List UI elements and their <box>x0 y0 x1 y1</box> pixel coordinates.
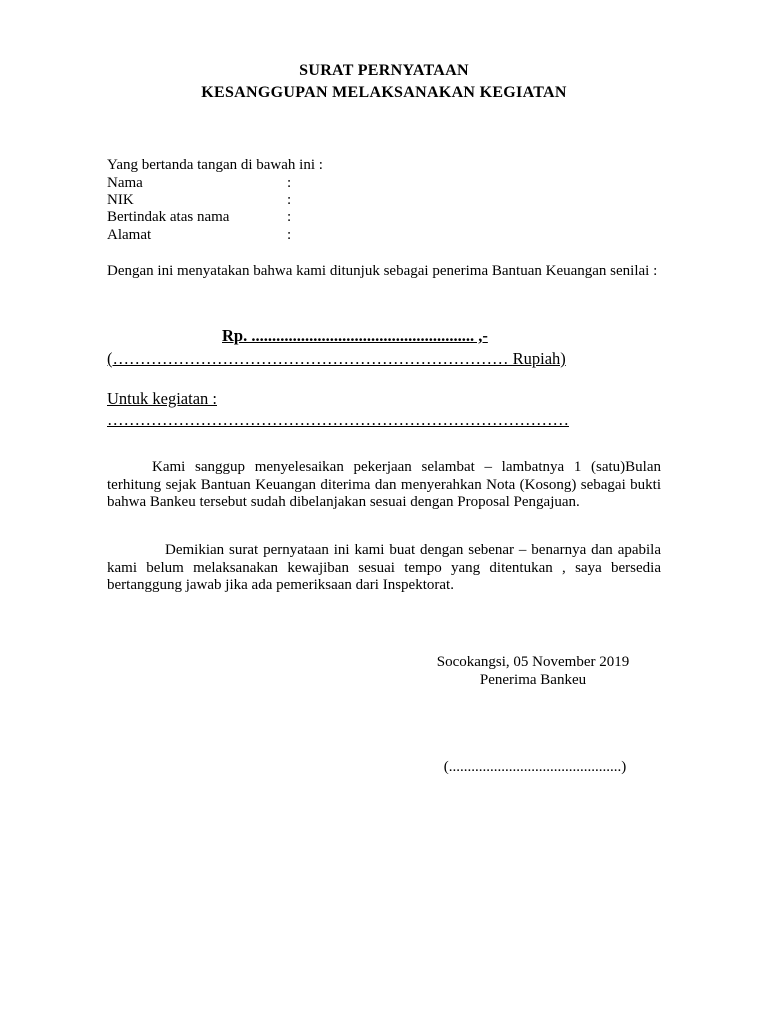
activity-label: Untuk kegiatan : <box>107 389 217 408</box>
field-colon-alamat: : <box>287 227 292 243</box>
field-colon-nama: : <box>287 175 292 191</box>
paragraph-commitment: Kami sanggup menyelesaikan pekerjaan selambat – lambatnya 1 (satu)Bulan terhitung sejak Bantuan Keuangan diterima dan menyerahkan Nota (Kosong) sebagai bukti bahwa Bankeu tersebut sudah dibelanjakan sesuai dengan Proposal Pengajuan. <box>107 459 661 510</box>
place-date: Socokangsi, 05 November 2019 <box>436 654 630 670</box>
field-label-nik: NIK <box>107 192 134 208</box>
amount-rupiah: Rp. ...................................................... ,- <box>222 326 488 345</box>
title-line-1: SURAT PERNYATAAN <box>299 62 469 79</box>
field-colon-nik: : <box>287 192 292 208</box>
field-label-alamat: Alamat <box>107 227 152 243</box>
statement-paragraph: Dengan ini menyatakan bahwa kami ditunjuk sebagai penerima Bantuan Keuangan senilai : <box>107 263 658 279</box>
amount-in-words: (……………………………………………………………… Rupiah) <box>107 349 566 368</box>
field-label-nama: Nama <box>107 175 143 191</box>
field-colon-bertindak: : <box>287 209 292 225</box>
intro-text: Yang bertanda tangan di bawah ini : <box>107 157 323 173</box>
activity-dots: ………………………………………………………………………… <box>107 410 569 429</box>
title-line-2: KESANGGUPAN MELAKSANAKAN KEGIATAN <box>201 84 567 101</box>
field-label-bertindak: Bertindak atas nama <box>107 209 230 225</box>
recipient-title: Penerima Bankeu <box>479 672 587 688</box>
signature-line: (..............................................) <box>443 759 627 775</box>
paragraph-closing: Demikian surat pernyataan ini kami buat dengan sebenar – benarnya dan apabila kami belum melaksanakan kewajiban sesuai tempo yang ditentukan , saya bersedia bertanggung jawab jika ada pemeriksaan dari Inspektorat. <box>107 542 661 593</box>
